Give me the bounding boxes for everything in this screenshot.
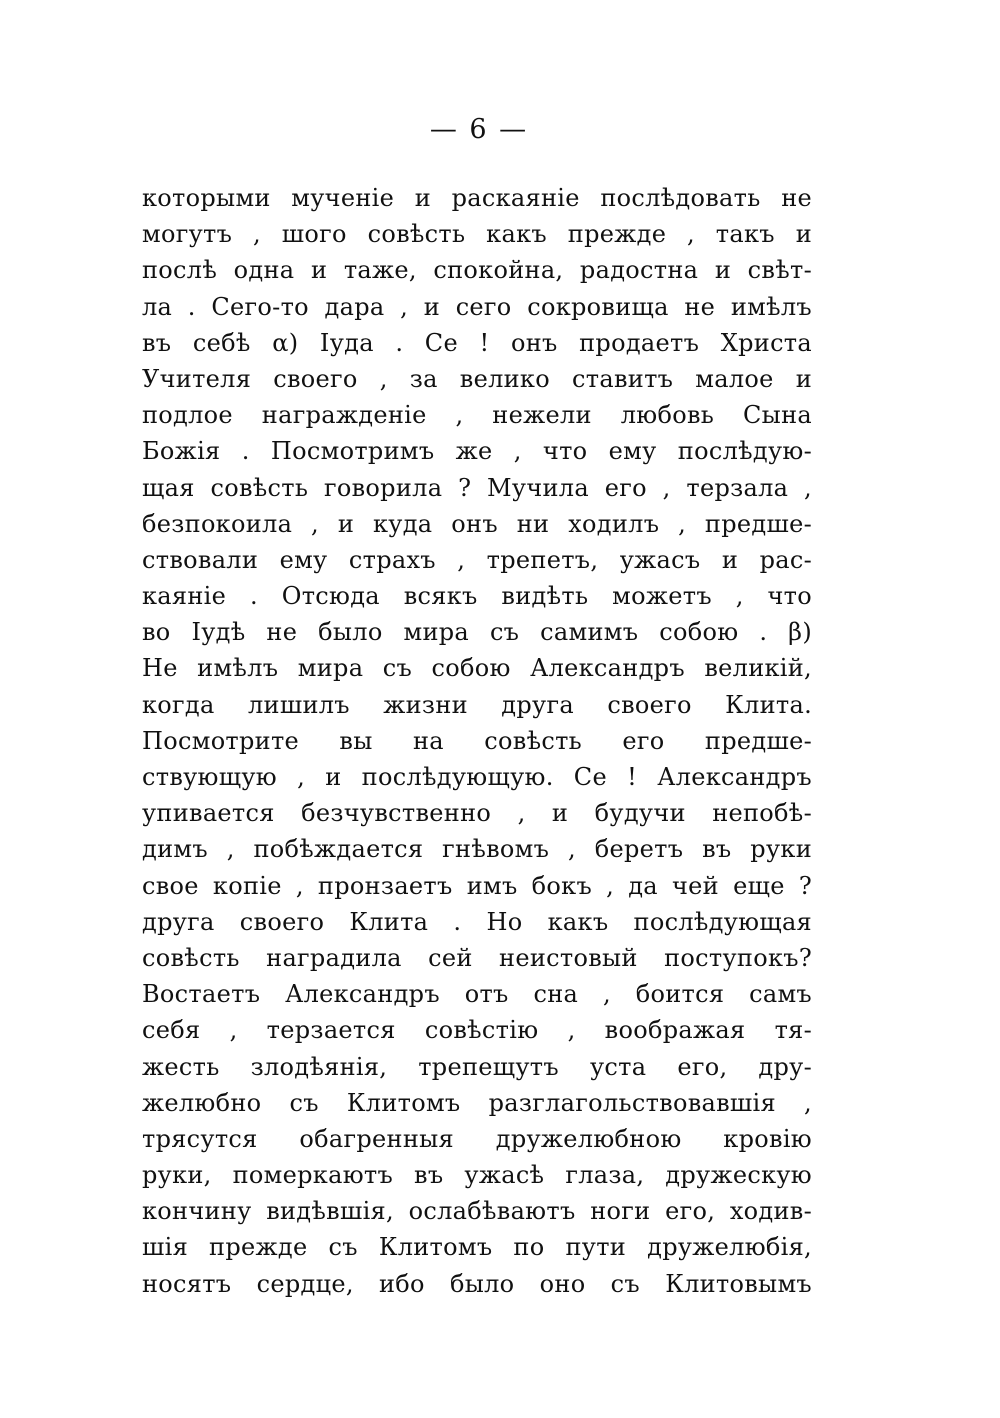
text-line: упивается безчувственно , и будучи непобѣ- — [142, 799, 812, 828]
body-text — [142, 180, 812, 1302]
text-line: послѣ одна и таже, спокойна, радостна и свѣт- — [142, 256, 812, 285]
text-line: ствующую , и послѣдующую. Се ! Александръ — [142, 763, 812, 791]
text-line: шія прежде съ Клитомъ по пути дружелюбія, — [142, 1233, 812, 1262]
text-line: трясутся обагренныя дружелюбною кровію — [142, 1124, 812, 1153]
text-line: себя , терзается совѣстію , воображая тя- — [142, 1016, 812, 1045]
text-line: Посмотрите вы на совѣсть его предше- — [142, 726, 812, 755]
text-line: димъ , побѣждается гнѣвомъ , беретъ въ руки — [142, 835, 812, 864]
text-line: носятъ сердце, ибо было оно съ Клитовымъ — [142, 1269, 812, 1298]
page-number: — 6 — — [429, 114, 529, 145]
text-line: каяніе . Отсюда всякъ видѣть можетъ , что — [142, 582, 812, 611]
text-line: могутъ , шого совѣсть какъ прежде , такъ и — [142, 220, 812, 249]
text-line: совѣсть наградила сей неистовый поступокъ? — [142, 943, 812, 972]
text-line: кончину видѣвшія, ослабѣваютъ ноги его, ходив- — [142, 1197, 812, 1226]
text-line: Не имѣлъ мира съ собою Александръ великій, — [142, 654, 812, 683]
text-line: Божія . Посмотримъ же , что ему послѣдую- — [142, 437, 812, 466]
text-line: во Іудѣ не было мира съ самимъ собою . β) — [142, 618, 812, 647]
text-line: подлое награжденіе , нежели любовь Сына — [142, 401, 812, 430]
text-line: руки, померкаютъ въ ужасѣ глаза, дружескую — [142, 1161, 812, 1190]
text-line: ствовали ему страхъ , трепетъ, ужасъ и рас- — [142, 545, 812, 574]
text-line: желюбно съ Клитомъ разглагольствовавшія , — [142, 1088, 812, 1117]
text-line: безпокоила , и куда онъ ни ходилъ , предше- — [142, 509, 812, 538]
text-line: Востаетъ Александръ отъ сна , боится самъ — [142, 980, 812, 1009]
text-line: свое копіе , пронзаетъ имъ бокъ , да чей еще ? — [142, 871, 812, 900]
text-line: въ себѣ α) Іуда . Се ! онъ продаетъ Христа — [142, 328, 812, 357]
text-line: Учителя своего , за велико ставитъ малое и — [142, 364, 812, 393]
text-line: ла . Сего-то дара , и сего сокровища не имѣлъ — [142, 292, 812, 321]
text-line: жесть злодѣянія, трепещутъ уста его, дру- — [142, 1052, 812, 1081]
text-line: друга своего Клита . Но какъ послѣдующая — [142, 907, 812, 936]
text-line: щая совѣсть говорила ? Мучила его , терзала , — [142, 473, 812, 502]
text-line: которыми мученіе и раскаяніе послѣдовать не — [142, 184, 812, 212]
text-line: когда лишилъ жизни друга своего Клита. — [142, 690, 812, 719]
